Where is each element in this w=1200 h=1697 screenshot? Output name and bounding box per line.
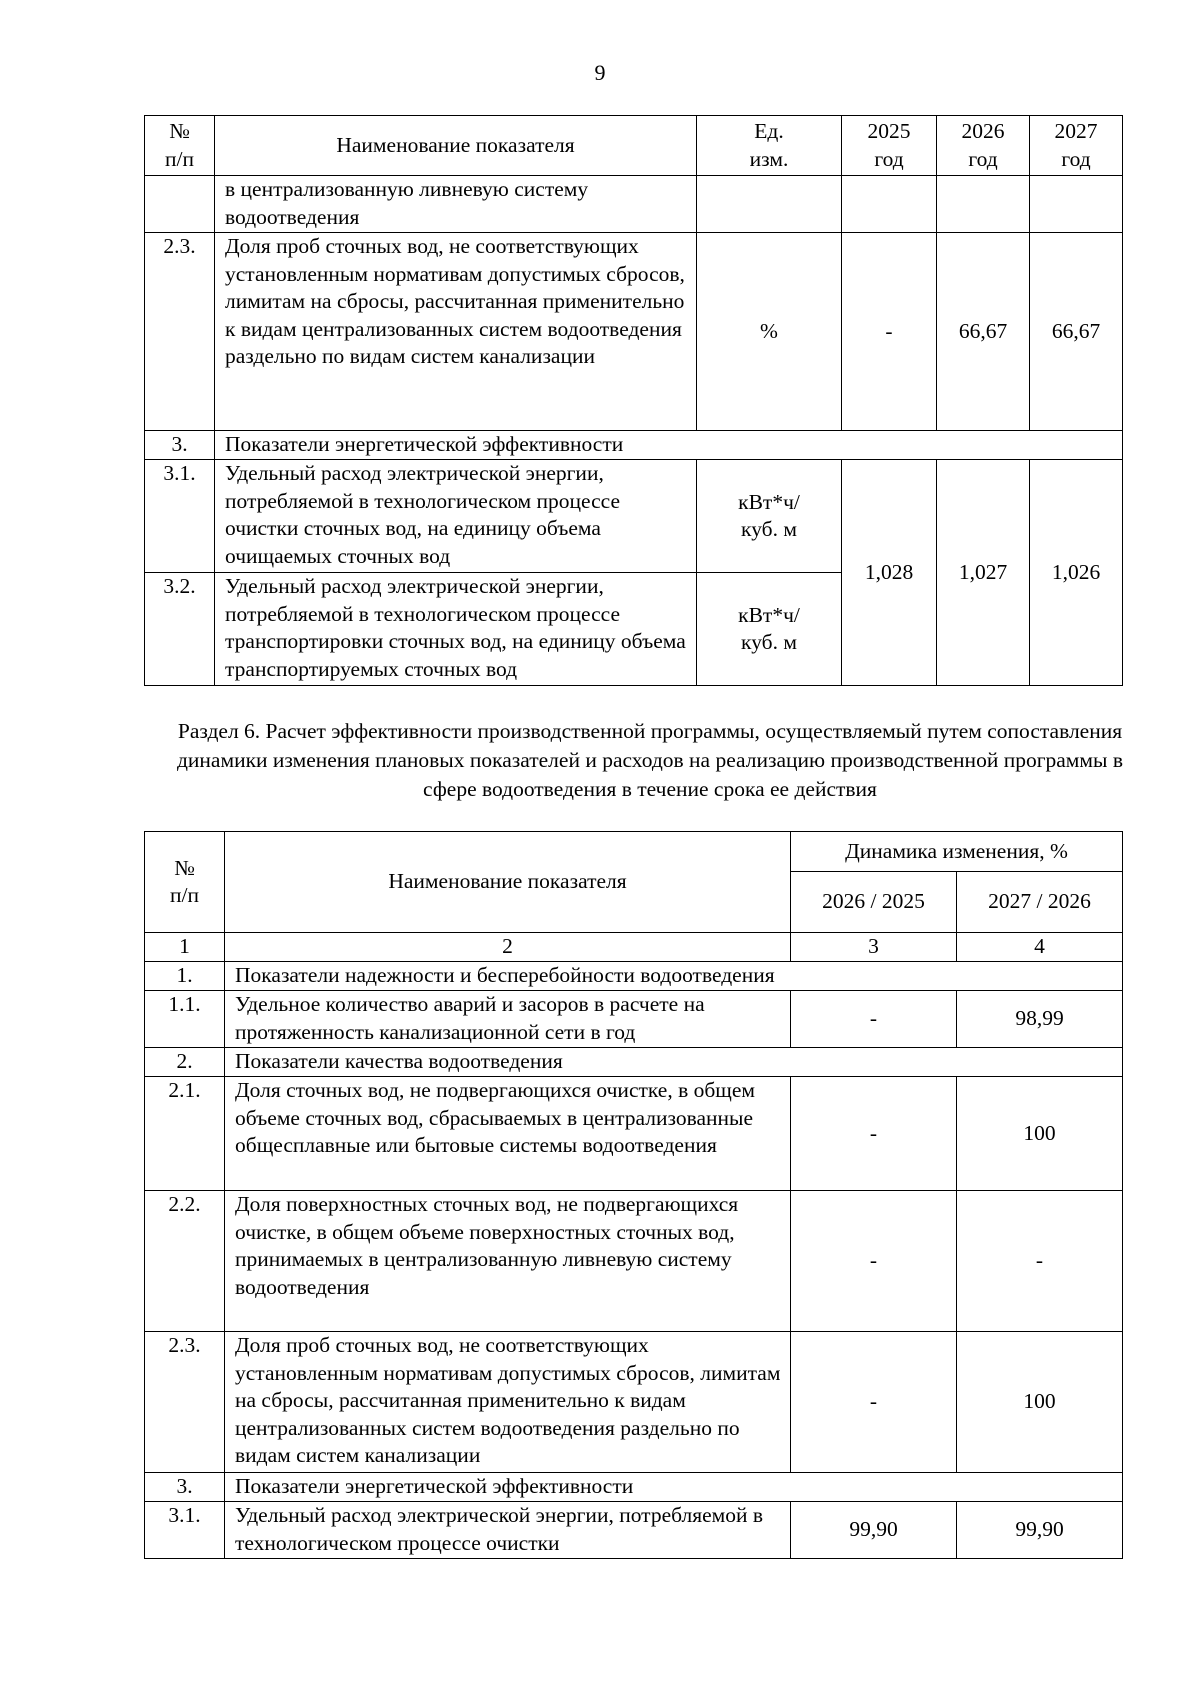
row-name: Удельное количество аварий и засоров в расчете на протяженность канализационной сети в год — [225, 991, 791, 1048]
row-name: Удельный расход электрической энергии, потребляемой в технологическом процессе очистки сточных вод, на единицу объема очищаемых сточных вод — [215, 460, 697, 573]
row-num: 3.1. — [145, 460, 215, 573]
row-c1: 99,90 — [791, 1502, 957, 1559]
row-2026 — [937, 176, 1030, 233]
row-num: 3. — [145, 1473, 225, 1502]
header-dynamics: Динамика изменения, % — [791, 832, 1123, 872]
row-c1: - — [791, 1332, 957, 1473]
page-number: 9 — [594, 60, 606, 85]
header-2026: 2026 год — [937, 116, 1030, 176]
index-cell: 2 — [225, 933, 791, 962]
merged-2027: 1,026 — [1030, 460, 1123, 686]
header-unit: Ед. изм. — [697, 116, 842, 176]
index-cell: 3 — [791, 933, 957, 962]
table-row — [145, 1502, 1123, 1559]
indicators-table — [144, 115, 1123, 686]
index-row — [145, 933, 1123, 962]
row-c2: 100 — [957, 1077, 1123, 1191]
row-num: 3.1. — [145, 1502, 225, 1559]
header-name: Наименование показателя — [225, 832, 791, 933]
row-num: 3.2. — [145, 573, 215, 686]
section-title: Показатели качества водоотведения — [225, 1048, 1123, 1077]
row-name: Доля сточных вод, не подвергающихся очистке, в общем объеме сточных вод, сбрасываемых в централизованные общесплавные или бытовые системы водоотведения — [225, 1077, 791, 1191]
header-2027: 2027 год — [1030, 116, 1123, 176]
row-num — [145, 176, 215, 233]
section-row — [145, 962, 1123, 991]
row-2027 — [1030, 176, 1123, 233]
header-2026-2025: 2026 / 2025 — [791, 872, 957, 933]
row-c1: - — [791, 1077, 957, 1191]
header-name: Наименование показателя — [215, 116, 697, 176]
row-unit — [697, 176, 842, 233]
row-unit: кВт*ч/ куб. м — [697, 460, 842, 573]
table-header-row — [145, 832, 1123, 872]
row-name: Доля поверхностных сточных вод, не подвергающихся очистке, в общем объеме поверхностных сточных вод, принимаемых в централизованную ливневую систему водоотведения — [225, 1191, 791, 1332]
row-c1: - — [791, 1191, 957, 1332]
row-num: 2.3. — [145, 1332, 225, 1473]
merged-2025: 1,028 — [842, 460, 937, 686]
table-row — [145, 1191, 1123, 1332]
section-6-title: Раздел 6. Расчет эффективности производственной программы, осуществляемый путем сопоставления динамики изменения плановых показателей и расходов на реализацию производственной программы в сфере водоотведения в течение срока ее действия — [176, 719, 1123, 801]
section-row — [145, 1473, 1123, 1502]
row-num: 2.3. — [145, 233, 215, 431]
section-title: Показатели энергетической эффективности — [225, 1473, 1123, 1502]
section-row — [145, 1048, 1123, 1077]
row-c2: 100 — [957, 1332, 1123, 1473]
header-2025: 2025 год — [842, 116, 937, 176]
row-num: 1. — [145, 962, 225, 991]
row-c1: - — [791, 991, 957, 1048]
table-row — [145, 1077, 1123, 1191]
row-name: Удельный расход электрической энергии, потребляемой в технологическом процессе очистки — [225, 1502, 791, 1559]
table-row — [145, 176, 1123, 233]
header-num: № п/п — [145, 116, 215, 176]
row-unit: % — [697, 233, 842, 431]
table-row — [145, 991, 1123, 1048]
row-c2: - — [957, 1191, 1123, 1332]
section-title: Показатели энергетической эффективности — [215, 431, 1123, 460]
table-row — [145, 1332, 1123, 1473]
index-cell: 4 — [957, 933, 1123, 962]
table-row — [145, 233, 1123, 431]
row-c2: 98,99 — [957, 991, 1123, 1048]
efficiency-table — [144, 831, 1123, 1559]
header-2027-2026: 2027 / 2026 — [957, 872, 1123, 933]
merged-2026: 1,027 — [937, 460, 1030, 686]
row-2026: 66,67 — [937, 233, 1030, 431]
row-2025 — [842, 176, 937, 233]
index-cell: 1 — [145, 933, 225, 962]
row-name: в централизованную ливневую систему водоотведения — [215, 176, 697, 233]
row-num: 2. — [145, 1048, 225, 1077]
section-title: Показатели надежности и бесперебойности водоотведения — [225, 962, 1123, 991]
table-header-row — [145, 116, 1123, 176]
table-row — [145, 460, 1123, 573]
row-num: 2.1. — [145, 1077, 225, 1191]
row-name: Удельный расход электрической энергии, потребляемой в технологическом процессе транспортировки сточных вод, на единицу объема транспортируемых сточных вод — [215, 573, 697, 686]
row-2027: 66,67 — [1030, 233, 1123, 431]
row-name: Доля проб сточных вод, не соответствующих установленным нормативам допустимых сбросов, лимитам на сбросы, рассчитанная применительно к видам централизованных систем водоотведения раздельно по видам систем канализации — [225, 1332, 791, 1473]
row-num: 2.2. — [145, 1191, 225, 1332]
row-name: Доля проб сточных вод, не соответствующих установленным нормативам допустимых сбросов, лимитам на сбросы, рассчитанная применительно к видам централизованных систем водоотведения раздельно по видам систем канализации — [215, 233, 697, 431]
row-num: 1.1. — [145, 991, 225, 1048]
row-num: 3. — [145, 431, 215, 460]
row-2025: - — [842, 233, 937, 431]
row-unit: кВт*ч/ куб. м — [697, 573, 842, 686]
header-num: № п/п — [145, 832, 225, 933]
row-c2: 99,90 — [957, 1502, 1123, 1559]
section-row — [145, 431, 1123, 460]
